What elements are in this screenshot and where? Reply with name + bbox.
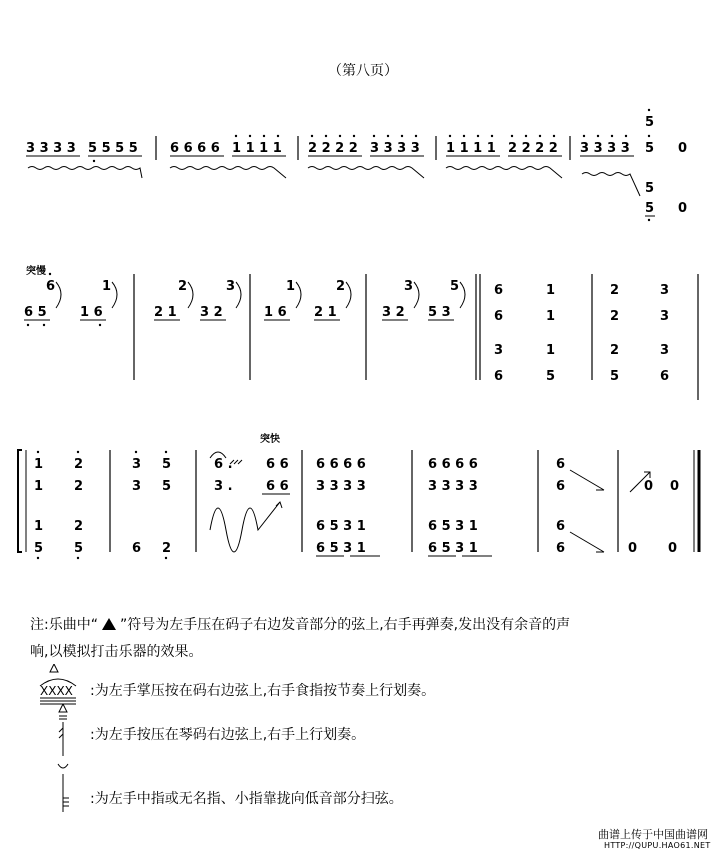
svg-text:0: 0 [670,479,680,494]
svg-text:1: 1 [34,457,44,472]
svg-text:3: 3 [404,279,414,294]
svg-text:3 .: 3 . [214,479,233,494]
svg-text:5: 5 [34,541,44,556]
svg-text:5 3: 5 3 [428,305,451,320]
svg-text:3: 3 [226,279,236,294]
svg-text:6: 6 [46,279,56,294]
svg-text:2: 2 [74,519,84,534]
svg-text:0: 0 [644,479,654,494]
svg-text:6: 6 [556,479,566,494]
svg-text:0: 0 [678,201,688,216]
svg-text:2 2 2 2: 2 2 2 2 [308,141,358,156]
svg-text:6 .: 6 . [214,457,233,472]
note-paragraph-line2: 响,以模拟打击乐器的效果。 [30,644,203,660]
svg-text:5: 5 [74,541,84,556]
svg-text:0: 0 [668,541,678,556]
svg-text:6: 6 [556,541,566,556]
chord-col-2: 1 1 1 5 [546,283,556,384]
svg-text:6 6 6 6: 6 6 6 6 [428,457,478,472]
svg-text:3 3 3 3: 3 3 3 3 [370,141,420,156]
legend-2: :为左手按压在琴码右边弦上,右手上行划奏。 [90,727,366,743]
svg-text:6 5 3 1: 6 5 3 1 [428,541,478,556]
svg-text:1: 1 [34,479,44,494]
svg-text:3 2: 3 2 [200,305,223,320]
svg-text:6 6: 6 6 [266,457,289,472]
svg-text:2: 2 [162,541,172,556]
svg-text:3: 3 [132,457,142,472]
watermark-url: HTTP://QUPU.HAO61.NET [604,841,711,850]
chord-col-4: 3 3 3 6 [660,283,670,384]
svg-text:5: 5 [645,115,655,130]
svg-text:6 6 6 6: 6 6 6 6 [170,141,220,156]
svg-text:2: 2 [74,479,84,494]
note-paragraph: 注:乐曲中“ ”符号为左手压在码子右边发音部分的弦上,右手再弹奏,发出没有余音的声 [30,617,571,633]
s1-m1-notes: 3 3 3 3 [26,141,76,156]
svg-text:2: 2 [336,279,346,294]
svg-text:1: 1 [102,279,112,294]
svg-text:6 6 6 6: 6 6 6 6 [316,457,366,472]
svg-text:3: 3 [132,479,142,494]
svg-text:2: 2 [74,457,84,472]
svg-text:5: 5 [645,181,655,196]
svg-text:1: 1 [34,519,44,534]
tempo-mark-fast: 突快 [260,434,280,445]
svg-text:3 3 3 3: 3 3 3 3 [428,479,478,494]
svg-text:1 1 1 1: 1 1 1 1 [446,141,496,156]
xxxx-symbol: XXXX [28,664,90,708]
svg-text:2: 2 [178,279,188,294]
svg-text:5: 5 [162,457,172,472]
svg-text:0: 0 [678,141,688,156]
svg-text:6: 6 [556,519,566,534]
svg-text:1 1 1 1: 1 1 1 1 [232,141,282,156]
svg-text:2 2 2 2: 2 2 2 2 [508,141,558,156]
svg-text:3 2: 3 2 [382,305,405,320]
legend-1: :为左手掌压按在码右边弦上,右手食指按节奏上行划奏。 [90,683,436,699]
svg-text:1 6: 1 6 [80,305,103,320]
svg-text:6: 6 [132,541,142,556]
s1-m1-notes-b: 5 5 5 5 [88,141,138,156]
svg-text:6 5: 6 5 [24,305,47,320]
page-title: （第八页） [328,63,398,79]
svg-text:0: 0 [628,541,638,556]
triangle-icon [102,618,116,630]
svg-text:1: 1 [286,279,296,294]
system-3 [0,440,728,570]
svg-text:6 6: 6 6 [266,479,289,494]
legend-3: :为左手中指或无名指、小指靠拢向低音部分扫弦。 [90,791,403,807]
tempo-mark-slow: 突慢 [26,266,46,277]
system-1 [0,0,728,240]
svg-text:5: 5 [450,279,460,294]
svg-text:3 3 3 3: 3 3 3 3 [316,479,366,494]
svg-text:6: 6 [556,457,566,472]
svg-text:6 5 3 1: 6 5 3 1 [316,541,366,556]
svg-text:6 5 3 1: 6 5 3 1 [316,519,366,534]
svg-text:3 3 3 3: 3 3 3 3 [580,141,630,156]
svg-text:1 6: 1 6 [264,305,287,320]
svg-text:2 1: 2 1 [154,305,177,320]
chord-col-1: 6 6 3 6 [494,283,504,384]
strike-symbol-icon [52,704,74,758]
svg-text:5: 5 [645,141,655,156]
svg-text:2 1: 2 1 [314,305,337,320]
watermark-cn: 曲谱上传于中国曲谱网 [598,828,708,841]
svg-text:5: 5 [645,201,655,216]
svg-text:6 5 3 1: 6 5 3 1 [428,519,478,534]
sweep-symbol-icon [52,762,74,814]
svg-text:5: 5 [162,479,172,494]
chord-col-3: 2 2 2 5 [610,283,620,384]
